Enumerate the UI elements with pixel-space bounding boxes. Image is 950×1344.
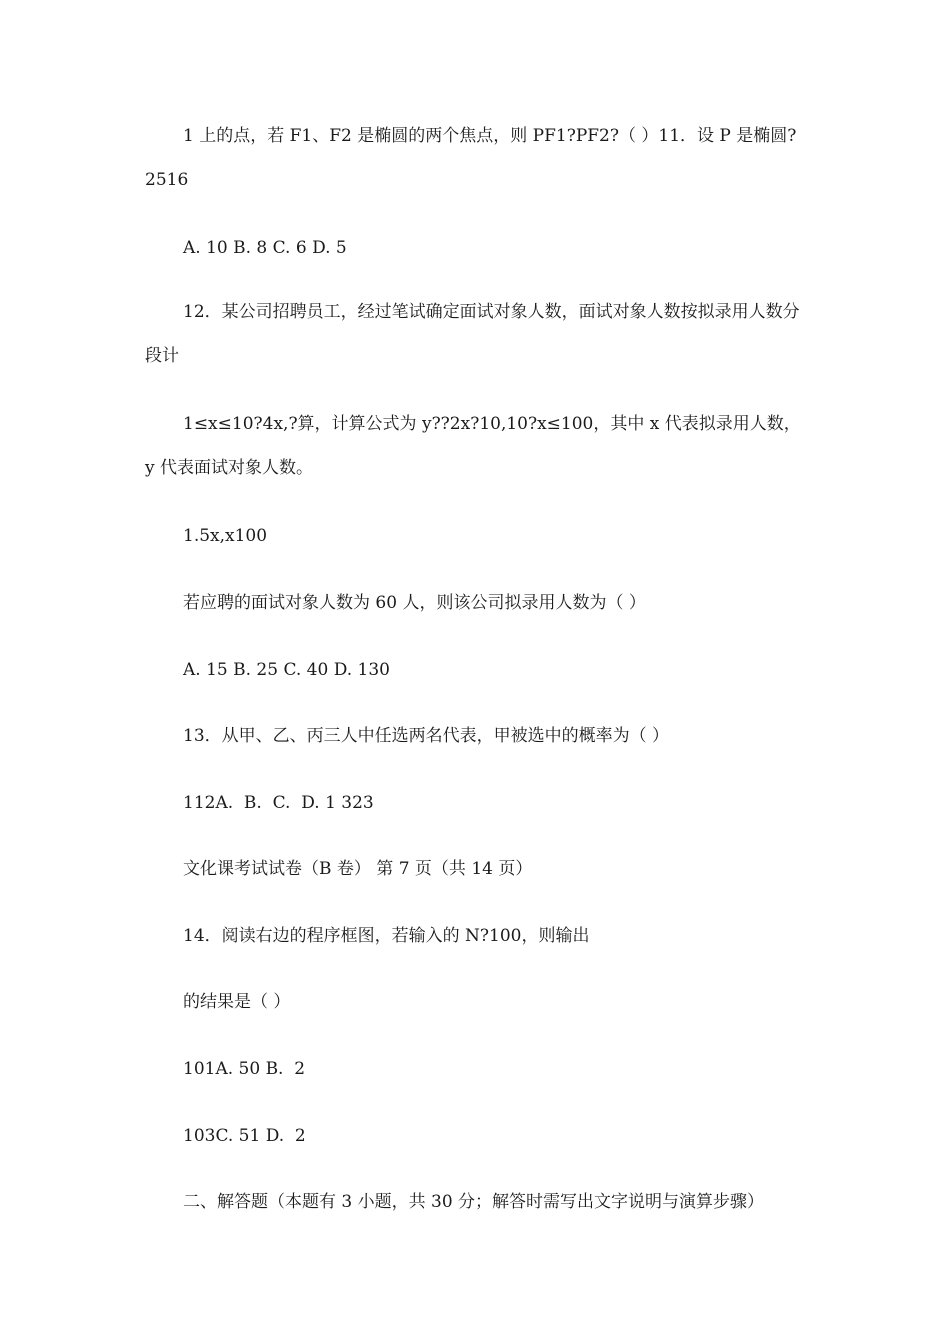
question-13-stem: 13．从甲、乙、丙三人中任选两名代表，甲被选中的概率为（ ） (183, 726, 670, 746)
question-11-options: A. 10 B. 8 C. 6 D. 5 (183, 238, 347, 258)
question-14-options-ab: 101A. 50 B. 2 (183, 1059, 306, 1079)
question-14-stem-cont: 的结果是（ ） (183, 992, 291, 1012)
question-12-formula-cont: 1.5x,x100 (183, 526, 268, 546)
question-14-stem: 14．阅读右边的程序框图，若输入的 N?100，则输出 (183, 926, 590, 946)
question-12-stem: 12．某公司招聘员工，经过笔试确定面试对象人数，面试对象人数按拟录用人数分段计 (145, 302, 800, 366)
question-12-formula: 1≤x≤10?4x,?算，计算公式为 y??2x?10,10?x≤100，其中 x 代表拟录用人数，y 代表面试对象人数。 (145, 414, 801, 478)
question-13-options: 112A. B. C. D. 1 323 (183, 793, 374, 813)
question-11-stem: 1 上的点，若 F1、F2 是椭圆的两个焦点，则 PF1?PF2?（ ）11．设 P 是椭圆? 2516 (145, 126, 797, 190)
section-heading: 二、解答题（本题有 3 小题，共 30 分；解答时需写出文字说明与演算步骤） (183, 1192, 765, 1212)
question-12-question: 若应聘的面试对象人数为 60 人，则该公司拟录用人数为（ ） (183, 593, 646, 613)
question-12-options: A. 15 B. 25 C. 40 D. 130 (183, 660, 390, 680)
page-footer: 文化课考试试卷（B 卷） 第 7 页（共 14 页） (183, 859, 533, 879)
question-14-options-cd: 103C. 51 D. 2 (183, 1126, 306, 1146)
